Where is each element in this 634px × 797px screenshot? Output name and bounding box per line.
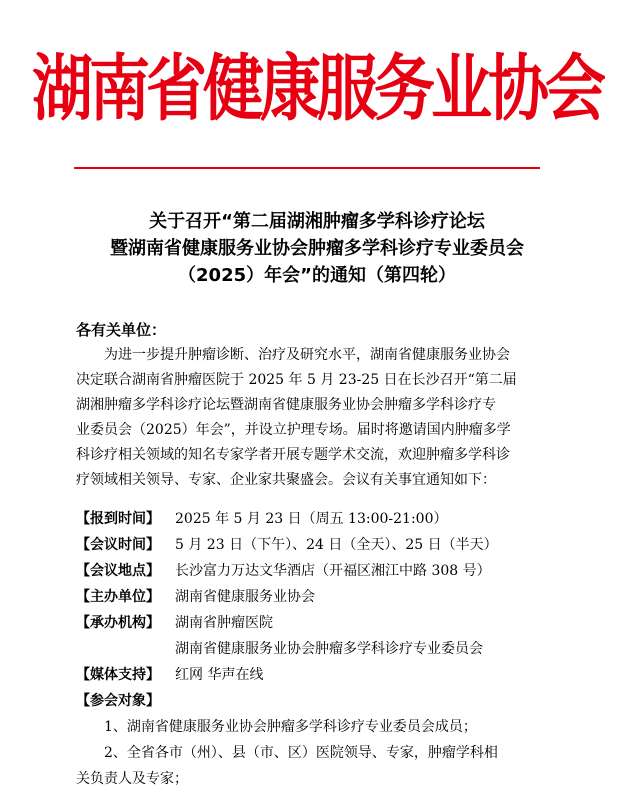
- host-label: 【主办单位】: [76, 589, 160, 605]
- media-value: 红网 华声在线: [175, 667, 264, 683]
- title-line-2: 暨湖南省健康服务业协会肿瘤多学科诊疗专业委员会: [110, 238, 524, 259]
- body-line: 湖湘肿瘤多学科诊疗论坛暨湖南省健康服务业协会肿瘤多学科诊疗专: [76, 397, 496, 413]
- red-rule: [74, 167, 540, 169]
- media-label: 【媒体支持】: [76, 667, 160, 683]
- venue-value: 长沙富力万达文华酒店（开福区湘江中路 308 号）: [175, 563, 491, 579]
- participant-item: 2、全省各市（州）、县（市、区）医院领导、专家，肿瘤学科相: [104, 745, 498, 761]
- organizer-label: 【承办机构】: [76, 615, 160, 631]
- organizer-value-1: 湖南省肿瘤医院: [175, 615, 273, 631]
- participant-item-continued: 关负责人及专家；: [76, 771, 188, 787]
- participant-item: 1、湖南省健康服务业协会肿瘤多学科诊疗专业委员会成员；: [104, 719, 477, 735]
- participants-label: 【参会对象】: [76, 693, 160, 709]
- venue-label: 【会议地点】: [76, 563, 160, 579]
- body-line: 为进一步提升肿瘤诊断、治疗及研究水平，湖南省健康服务业协会: [104, 347, 510, 363]
- reg-time-label: 【报到时间】: [76, 511, 160, 527]
- host-value: 湖南省健康服务业协会: [175, 589, 315, 605]
- body-line: 疗领域相关领导、专家、企业家共聚盛会。会议有关事宜通知如下：: [76, 472, 496, 488]
- salutation: 各有关单位：: [76, 321, 167, 339]
- meeting-time-value: 5 月 23 日（下午）、24 日（全天）、25 日（半天）: [175, 537, 498, 553]
- organizer-value-2: 湖南省健康服务业协会肿瘤多学科诊疗专业委员会: [175, 641, 483, 657]
- title-line-3: （2025）年会”的通知（第四轮）: [178, 265, 456, 286]
- body-line: 决定联合湖南省肿瘤医院于 2025 年 5 月 23-25 日在长沙召开“第二届: [76, 372, 517, 388]
- body-line: 业委员会（2025）年会”，并设立护理专场。届时将邀请国内肿瘤多学: [76, 422, 511, 438]
- body-line: 科诊疗相关领域的知名专家学者开展专题学术交流，欢迎肿瘤多学科诊: [76, 447, 510, 463]
- title-line-1: 关于召开“第二届湖湘肿瘤多学科诊疗论坛: [149, 211, 485, 232]
- masthead: 湖南省健康服务业协会: [31, 47, 602, 132]
- reg-time-value: 2025 年 5 月 23 日（周五 13:00-21:00）: [175, 511, 448, 527]
- meeting-time-label: 【会议时间】: [76, 537, 160, 553]
